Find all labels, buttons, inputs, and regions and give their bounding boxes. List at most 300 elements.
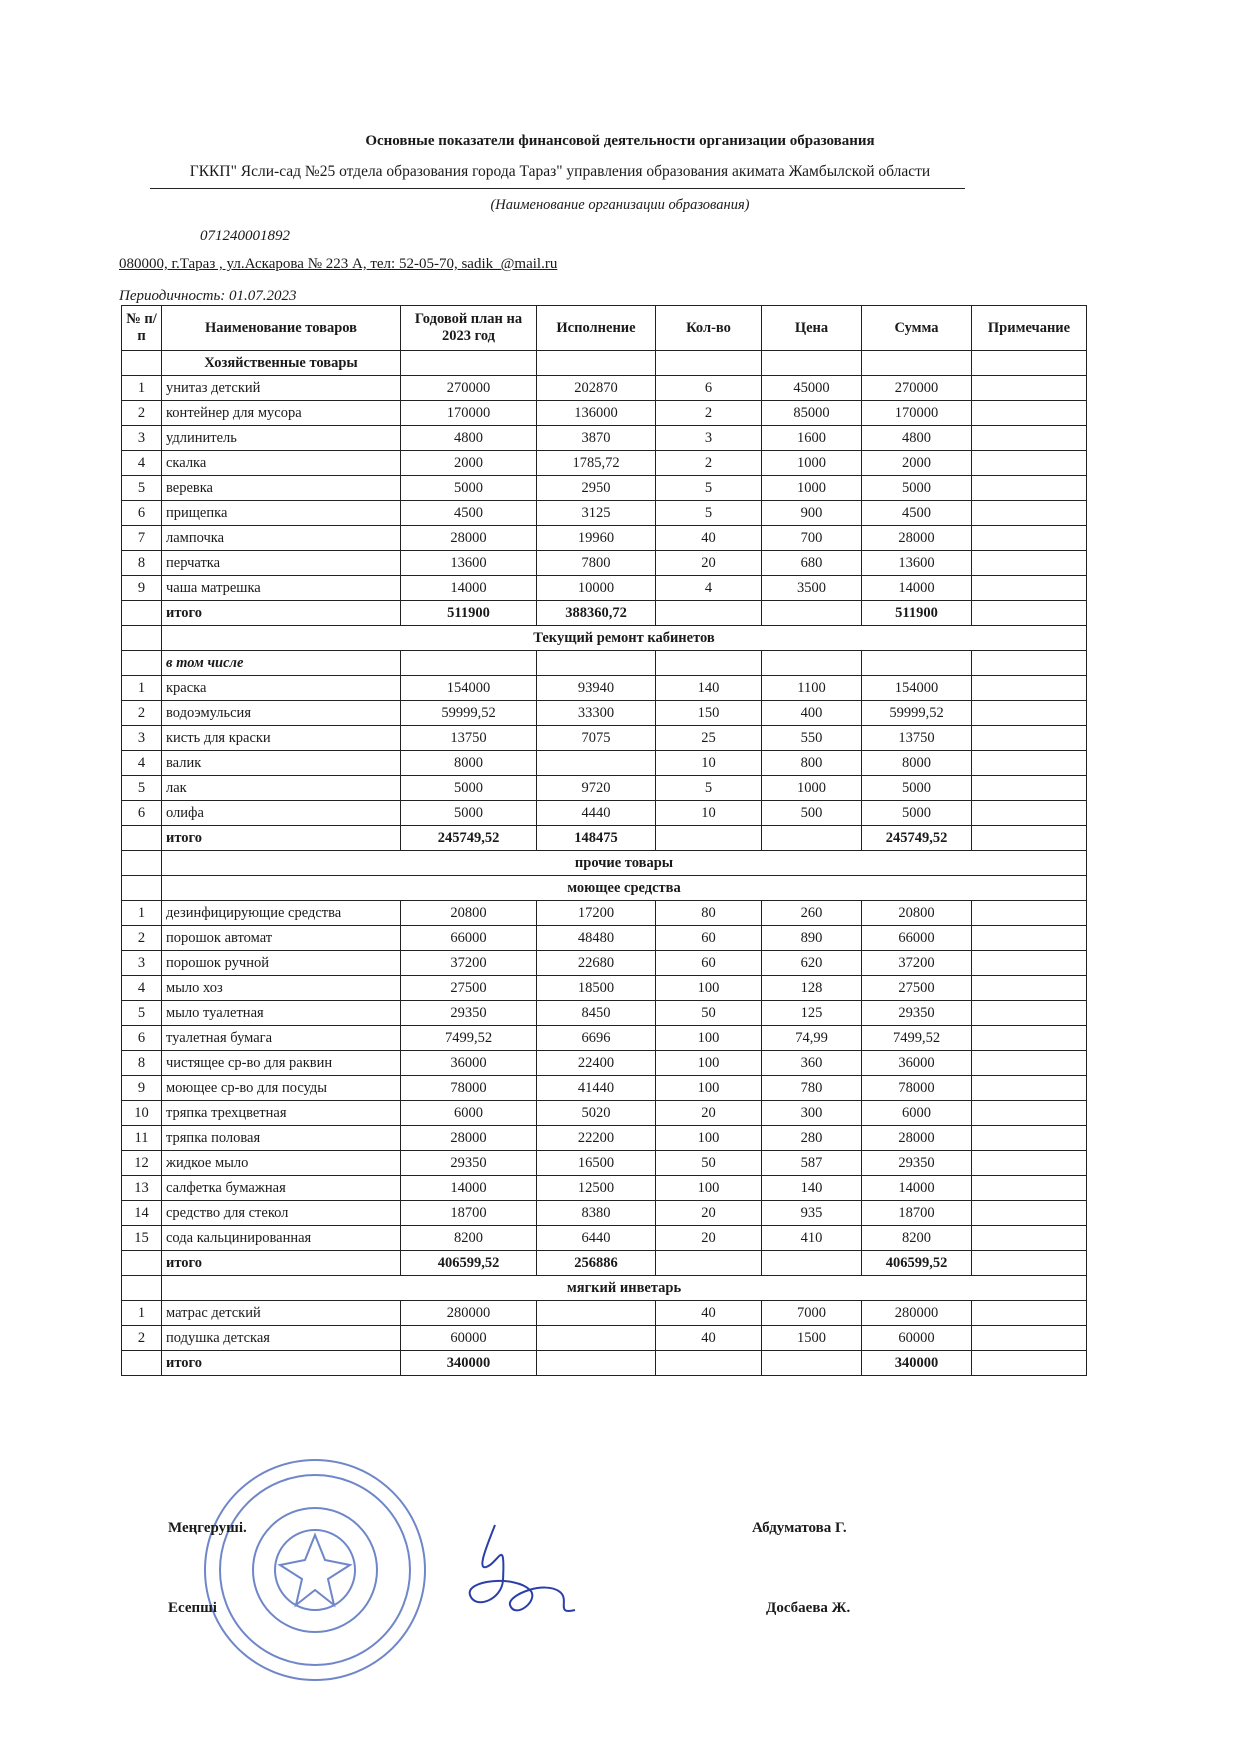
row-number: 10 [122,1101,162,1126]
total-sum: 340000 [862,1351,972,1376]
total-row [122,826,1087,851]
table-row [122,451,1087,476]
note [972,701,1087,726]
note [972,1126,1087,1151]
table-row [122,901,1087,926]
note [972,1326,1087,1351]
sum: 29350 [862,1151,972,1176]
execution [537,1326,656,1351]
subsection-title: моющее средства [162,876,1087,901]
note [972,476,1087,501]
sum: 170000 [862,401,972,426]
row-number: 1 [122,376,162,401]
table-row [122,526,1087,551]
sum: 2000 [862,451,972,476]
annual-plan: 4500 [401,501,537,526]
annual-plan: 5000 [401,476,537,501]
quantity: 80 [656,901,762,926]
note [972,426,1087,451]
empty-cell [656,826,762,851]
quantity: 60 [656,951,762,976]
organization-caption: (Наименование организации образования) [490,197,750,213]
quantity: 5 [656,501,762,526]
price: 360 [762,1051,862,1076]
table-row [122,751,1087,776]
item-name: краска [162,676,401,701]
table-row [122,801,1087,826]
price: 74,99 [762,1026,862,1051]
empty-cell [972,351,1087,376]
table-row [122,926,1087,951]
execution: 8380 [537,1201,656,1226]
execution: 41440 [537,1076,656,1101]
subhead-row [122,651,1087,676]
total-row [122,601,1087,626]
note [972,801,1087,826]
sum: 36000 [862,1051,972,1076]
price: 1100 [762,676,862,701]
header-cell: № п/п [122,306,162,351]
empty-cell [862,651,972,676]
price: 260 [762,901,862,926]
row-number: 7 [122,526,162,551]
quantity: 20 [656,551,762,576]
section-row [122,626,1087,651]
item-name: чистящее ср-во для раквин [162,1051,401,1076]
execution: 22200 [537,1126,656,1151]
annual-plan: 18700 [401,1201,537,1226]
row-number: 6 [122,501,162,526]
total-label: итого [162,1351,401,1376]
empty-cell [656,351,762,376]
price: 700 [762,526,862,551]
head-name: Абдуматова Г. [752,1520,847,1536]
sum: 28000 [862,526,972,551]
item-name: порошок ручной [162,951,401,976]
signature [455,1520,585,1630]
price: 85000 [762,401,862,426]
empty-cell [862,351,972,376]
sum: 14000 [862,1176,972,1201]
table-row [122,1126,1087,1151]
row-number: 4 [122,451,162,476]
execution: 3870 [537,426,656,451]
execution: 7075 [537,726,656,751]
empty-cell [122,1276,162,1301]
sum: 5000 [862,776,972,801]
price: 500 [762,801,862,826]
total-execution: 256886 [537,1251,656,1276]
annual-plan: 270000 [401,376,537,401]
table-row [122,1151,1087,1176]
table-row [122,576,1087,601]
sum: 27500 [862,976,972,1001]
total-sum: 245749,52 [862,826,972,851]
price: 1000 [762,451,862,476]
sum: 66000 [862,926,972,951]
annual-plan: 170000 [401,401,537,426]
item-name: олифа [162,801,401,826]
table-row [122,726,1087,751]
address-line: 080000, г.Тараз , ул.Аскарова № 223 А, тел: 52-05-70, sadik_@mail.ru [119,256,558,272]
item-name: кисть для краски [162,726,401,751]
total-row [122,1251,1087,1276]
sum: 4500 [862,501,972,526]
execution: 5020 [537,1101,656,1126]
section-row [122,851,1087,876]
annual-plan: 5000 [401,801,537,826]
quantity: 5 [656,776,762,801]
note [972,1176,1087,1201]
table-row [122,476,1087,501]
quantity: 20 [656,1201,762,1226]
row-number: 13 [122,1176,162,1201]
quantity: 100 [656,1026,762,1051]
row-number: 3 [122,951,162,976]
empty-cell [656,601,762,626]
execution: 16500 [537,1151,656,1176]
item-name: моющее ср-во для посуды [162,1076,401,1101]
head-label: Меңгеруші. [168,1520,247,1536]
note [972,901,1087,926]
quantity: 40 [656,526,762,551]
table-row [122,1176,1087,1201]
item-name: скалка [162,451,401,476]
total-row [122,1351,1087,1376]
note [972,401,1087,426]
item-name: матрас детский [162,1301,401,1326]
annual-plan: 14000 [401,576,537,601]
execution: 93940 [537,676,656,701]
execution: 1785,72 [537,451,656,476]
annual-plan: 59999,52 [401,701,537,726]
price: 1600 [762,426,862,451]
sum: 20800 [862,901,972,926]
total-execution [537,1351,656,1376]
note [972,1026,1087,1051]
note [972,376,1087,401]
note [972,976,1087,1001]
execution: 33300 [537,701,656,726]
price: 1000 [762,476,862,501]
item-name: мыло туалетная [162,1001,401,1026]
item-name: жидкое мыло [162,1151,401,1176]
quantity: 60 [656,926,762,951]
price: 140 [762,1176,862,1201]
row-number: 5 [122,776,162,801]
price: 128 [762,976,862,1001]
sum: 78000 [862,1076,972,1101]
empty-cell [122,876,162,901]
empty-cell [972,651,1087,676]
annual-plan: 36000 [401,1051,537,1076]
quantity: 50 [656,1001,762,1026]
price: 45000 [762,376,862,401]
row-number: 1 [122,901,162,926]
empty-cell [122,1351,162,1376]
empty-cell [972,826,1087,851]
sum: 5000 [862,476,972,501]
price: 680 [762,551,862,576]
total-label: итого [162,601,401,626]
item-name: удлинитель [162,426,401,451]
sum: 154000 [862,676,972,701]
row-number: 2 [122,401,162,426]
table-row [122,676,1087,701]
item-name: дезинфицирующие средства [162,901,401,926]
organization-underline [150,188,965,189]
sum: 8000 [862,751,972,776]
empty-cell [762,601,862,626]
item-name: подушка детская [162,1326,401,1351]
note [972,451,1087,476]
header-cell: Примечание [972,306,1087,351]
table-row [122,1226,1087,1251]
official-stamp [200,1455,430,1685]
price: 1000 [762,776,862,801]
price: 1500 [762,1326,862,1351]
item-name: тряпка трехцветная [162,1101,401,1126]
quantity: 100 [656,1051,762,1076]
total-execution: 388360,72 [537,601,656,626]
price: 587 [762,1151,862,1176]
sum: 18700 [862,1201,972,1226]
annual-plan: 7499,52 [401,1026,537,1051]
empty-cell [122,601,162,626]
row-number: 8 [122,551,162,576]
table-row [122,376,1087,401]
note [972,926,1087,951]
empty-cell [762,1251,862,1276]
quantity: 100 [656,1176,762,1201]
note [972,1076,1087,1101]
accountant-label: Есепші [168,1600,217,1616]
sum: 270000 [862,376,972,401]
empty-cell [122,851,162,876]
organization-name: ГККП" Ясли-сад №25 отдела образования города Тараз" управления образования акимата Жамбылской области [189,163,931,180]
row-number: 9 [122,576,162,601]
execution: 10000 [537,576,656,601]
sum: 280000 [862,1301,972,1326]
note [972,1101,1087,1126]
note [972,751,1087,776]
quantity: 100 [656,1126,762,1151]
note [972,1226,1087,1251]
execution: 7800 [537,551,656,576]
section-title: Хозяйственные товары [162,351,401,376]
row-number: 15 [122,1226,162,1251]
note [972,576,1087,601]
row-number: 12 [122,1151,162,1176]
row-number: 5 [122,1001,162,1026]
table-row [122,1001,1087,1026]
section-title: прочие товары [162,851,1087,876]
execution: 6696 [537,1026,656,1051]
table-row [122,1326,1087,1351]
financial-table [121,305,1087,1376]
row-number: 4 [122,976,162,1001]
execution: 22680 [537,951,656,976]
note [972,526,1087,551]
empty-cell [656,1251,762,1276]
total-plan: 511900 [401,601,537,626]
row-number: 9 [122,1076,162,1101]
execution: 18500 [537,976,656,1001]
annual-plan: 13750 [401,726,537,751]
quantity: 10 [656,801,762,826]
quantity: 140 [656,676,762,701]
section-row [122,876,1087,901]
total-sum: 511900 [862,601,972,626]
quantity: 50 [656,1151,762,1176]
item-name: перчатка [162,551,401,576]
row-number: 6 [122,801,162,826]
quantity: 2 [656,401,762,426]
row-number: 4 [122,751,162,776]
row-number: 2 [122,1326,162,1351]
price: 800 [762,751,862,776]
total-label: итого [162,1251,401,1276]
table-row [122,1051,1087,1076]
sum: 37200 [862,951,972,976]
header-cell: Сумма [862,306,972,351]
item-name: мыло хоз [162,976,401,1001]
annual-plan: 14000 [401,1176,537,1201]
price: 3500 [762,576,862,601]
annual-plan: 66000 [401,926,537,951]
annual-plan: 28000 [401,1126,537,1151]
empty-cell [122,626,162,651]
quantity: 5 [656,476,762,501]
sum: 29350 [862,1001,972,1026]
annual-plan: 13600 [401,551,537,576]
price: 125 [762,1001,862,1026]
item-name: прищепка [162,501,401,526]
quantity: 20 [656,1226,762,1251]
row-number: 14 [122,1201,162,1226]
annual-plan: 37200 [401,951,537,976]
annual-plan: 27500 [401,976,537,1001]
item-name: порошок автомат [162,926,401,951]
row-number: 2 [122,926,162,951]
table-row [122,951,1087,976]
note [972,951,1087,976]
item-name: лак [162,776,401,801]
price: 300 [762,1101,862,1126]
note [972,501,1087,526]
empty-cell [122,351,162,376]
annual-plan: 4800 [401,426,537,451]
table-row [122,976,1087,1001]
annual-plan: 28000 [401,526,537,551]
annual-plan: 8200 [401,1226,537,1251]
accountant-name: Досбаева Ж. [766,1600,851,1616]
table-row [122,1076,1087,1101]
annual-plan: 20800 [401,901,537,926]
annual-plan: 29350 [401,1001,537,1026]
item-name: валик [162,751,401,776]
note [972,776,1087,801]
empty-cell [762,1351,862,1376]
table-row [122,776,1087,801]
quantity: 40 [656,1301,762,1326]
execution [537,751,656,776]
total-plan: 245749,52 [401,826,537,851]
empty-cell [762,826,862,851]
note [972,676,1087,701]
price: 410 [762,1226,862,1251]
header-cell: Наименование товаров [162,306,401,351]
note [972,1201,1087,1226]
sum: 60000 [862,1326,972,1351]
execution: 136000 [537,401,656,426]
note [972,726,1087,751]
header-cell: Цена [762,306,862,351]
table-row [122,501,1087,526]
sum: 59999,52 [862,701,972,726]
sum: 4800 [862,426,972,451]
periodicity: Периодичность: 01.07.2023 [119,288,297,304]
price: 935 [762,1201,862,1226]
annual-plan: 6000 [401,1101,537,1126]
total-plan: 406599,52 [401,1251,537,1276]
subhead-label: в том числе [162,651,401,676]
sum: 7499,52 [862,1026,972,1051]
execution: 12500 [537,1176,656,1201]
price: 900 [762,501,862,526]
row-number: 3 [122,726,162,751]
quantity: 150 [656,701,762,726]
empty-cell [762,351,862,376]
sum: 6000 [862,1101,972,1126]
sum: 8200 [862,1226,972,1251]
total-label: итого [162,826,401,851]
annual-plan: 78000 [401,1076,537,1101]
empty-cell [972,1351,1087,1376]
empty-cell [972,1251,1087,1276]
annual-plan: 280000 [401,1301,537,1326]
row-number: 1 [122,676,162,701]
annual-plan: 8000 [401,751,537,776]
row-number: 3 [122,426,162,451]
item-name: чаша матрешка [162,576,401,601]
execution: 3125 [537,501,656,526]
header-cell: Исполнение [537,306,656,351]
total-sum: 406599,52 [862,1251,972,1276]
annual-plan: 60000 [401,1326,537,1351]
item-name: сода кальцинированная [162,1226,401,1251]
item-name: тряпка половая [162,1126,401,1151]
table-row [122,1101,1087,1126]
item-name: водоэмульсия [162,701,401,726]
execution: 9720 [537,776,656,801]
execution: 2950 [537,476,656,501]
row-number: 6 [122,1026,162,1051]
sum: 5000 [862,801,972,826]
table-row [122,1026,1087,1051]
item-name: салфетка бумажная [162,1176,401,1201]
quantity: 10 [656,751,762,776]
quantity: 3 [656,426,762,451]
price: 280 [762,1126,862,1151]
item-name: лампочка [162,526,401,551]
empty-cell [401,651,537,676]
report-title: Основные показатели финансовой деятельности организации образования [365,133,875,149]
quantity: 40 [656,1326,762,1351]
table-header-row [122,306,1087,351]
item-name: контейнер для мусора [162,401,401,426]
quantity: 6 [656,376,762,401]
